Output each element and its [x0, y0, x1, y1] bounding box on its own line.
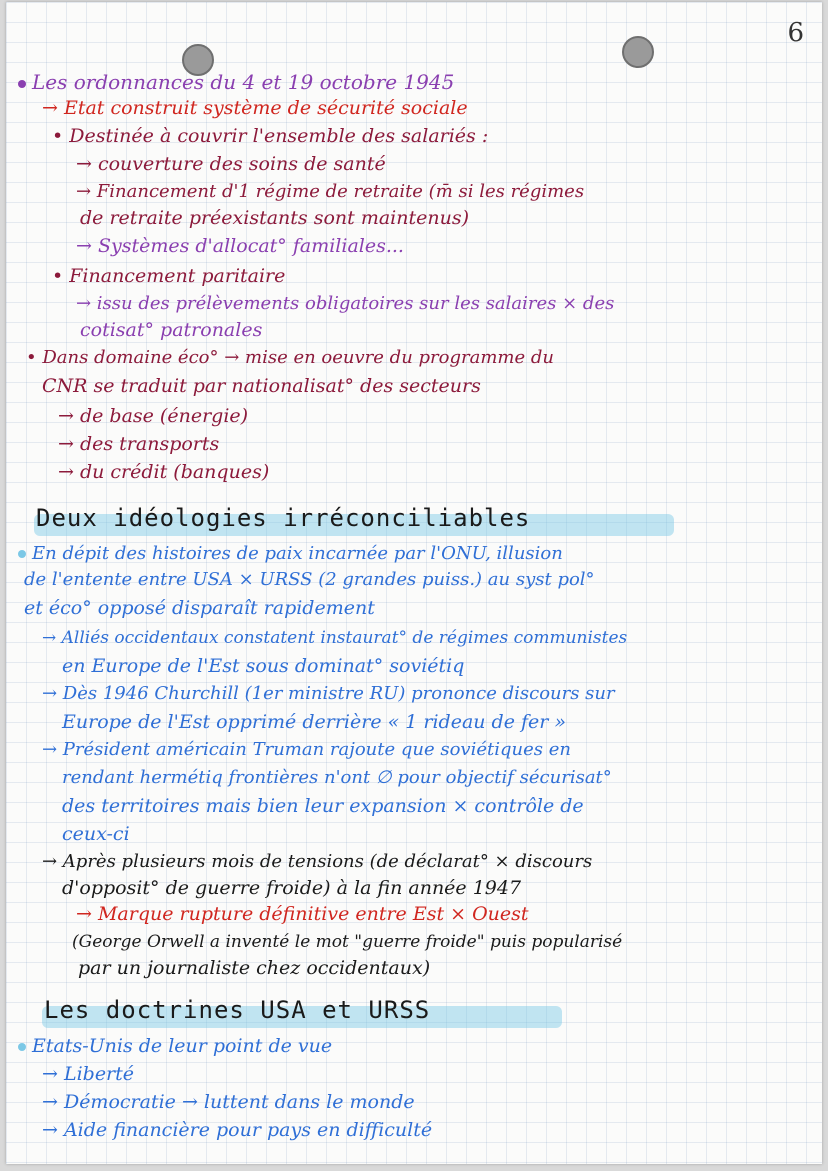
note-line: → Financement d'1 régime de retraite (m̄ si les régimes — [76, 181, 585, 202]
note-line: cotisat° patronales — [80, 319, 263, 341]
note-line: de l'entente entre USA × URSS (2 grandes puiss.) au syst pol° — [24, 569, 595, 590]
note-line: → de base (énergie) — [58, 405, 249, 427]
section3-title: Les doctrines USA et URSS — [44, 996, 431, 1024]
note-line: → issu des prélèvements obligatoires sur les salaires × des — [76, 293, 615, 314]
note-line: → Etat construit système de sécurité sociale — [42, 97, 468, 119]
note-line: → couverture des soins de santé — [76, 153, 386, 175]
section3-intro-row — [18, 1034, 332, 1058]
note-line: d'opposit° de guerre froide) à la fin année 1947 — [62, 877, 522, 899]
notebook-page — [6, 2, 822, 1164]
note-line: → Après plusieurs mois de tensions (de déclarat° × discours — [42, 851, 593, 872]
note-line: CNR se traduit par nationalisat° des secteurs — [42, 375, 481, 397]
note-line: → du crédit (banques) — [58, 461, 270, 483]
note-line: En dépit des histoires de paix incarnée par l'ONU, illusion — [32, 543, 563, 564]
section1-title: Les ordonnances du 4 et 19 octobre 1945 — [32, 70, 455, 94]
note-line: • Dans domaine éco° → mise en oeuvre du programme du — [26, 347, 554, 368]
note-line: • Financement paritaire — [52, 265, 286, 287]
note-line: → Alliés occidentaux constatent instaurat° de régimes communistes — [42, 628, 628, 648]
note-line: rendant hermétiq frontières n'ont ∅ pour objectif sécurisat° — [62, 767, 612, 788]
note-line: et éco° opposé disparaît rapidement — [24, 597, 375, 619]
note-line: Etats-Unis de leur point de vue — [32, 1035, 333, 1057]
note-line: → Président américain Truman rajoute que soviétiques en — [42, 739, 571, 760]
note-line: → Démocratie → luttent dans le monde — [42, 1091, 415, 1113]
note-line: Europe de l'Est opprimé derrière « 1 rideau de fer » — [62, 711, 567, 733]
note-line: de retraite préexistants sont maintenus) — [80, 207, 469, 229]
note-line: • Destinée à couvrir l'ensemble des salariés : — [52, 125, 489, 147]
bullet-dot-icon — [18, 550, 26, 558]
section2-intro-row — [18, 542, 563, 566]
note-line: par un journaliste chez occidentaux) — [78, 957, 431, 979]
note-line: → Dès 1946 Churchill (1er ministre RU) prononce discours sur — [42, 683, 615, 704]
bullet-dot-icon — [18, 1043, 26, 1051]
note-line: → Systèmes d'allocat° familiales... — [76, 235, 404, 257]
note-line: → des transports — [58, 433, 220, 455]
page-number: 6 — [787, 18, 804, 48]
section1-title-row — [18, 70, 454, 94]
section2-title: Deux idéologies irréconciliables — [36, 504, 531, 532]
note-line: → Aide financière pour pays en difficulté — [42, 1119, 433, 1141]
note-line: → Marque rupture définitive entre Est × Ouest — [76, 903, 529, 925]
note-line: → Liberté — [42, 1063, 135, 1085]
binder-hole-right — [622, 36, 654, 68]
bullet-dot-icon — [18, 80, 26, 88]
note-line: (George Orwell a inventé le mot "guerre froide" puis popularisé — [72, 932, 623, 952]
note-line: en Europe de l'Est sous dominat° soviétiq — [62, 655, 465, 677]
note-line: des territoires mais bien leur expansion × contrôle de — [62, 795, 584, 817]
note-line: ceux-ci — [62, 823, 130, 845]
